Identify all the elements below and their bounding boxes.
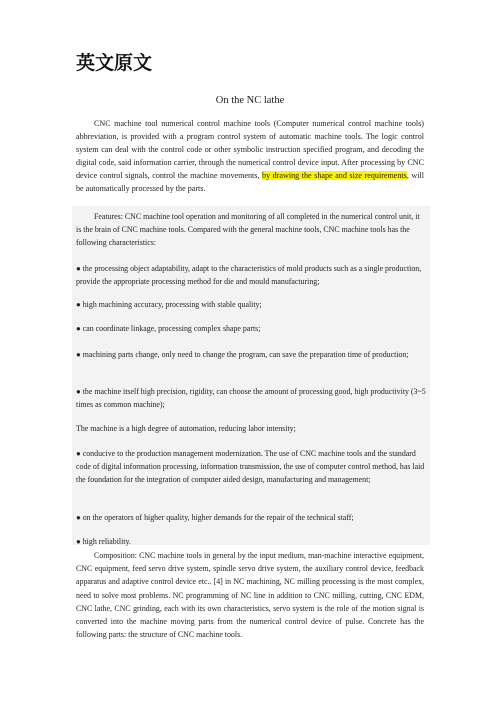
bullet-item: ● the processing object adaptability, adapt to the characteristics of mold products such as a single production, provide the appropriate processing method for die and mould manufacturing;: [76, 264, 422, 287]
page-heading: 英文原文: [76, 52, 153, 74]
bullet-item: ● on the operators of higher quality, higher demands for the repair of the technical staff;: [76, 513, 354, 522]
bullet-item: ● high reliability.: [76, 537, 131, 546]
features-paragraph: Features: CNC machine tool operation and monitoring of all completed in the numerical control unit, it is the brain of CNC machine tools. Compared with the general machine tools, CNC machine tools has the following characteristics:: [76, 212, 420, 248]
composition-paragraph: [76, 549, 424, 641]
bullet-item: ● machining parts change, only need to change the program, can save the preparation time of production;: [76, 350, 409, 359]
automation-line: The machine is a high degree of automation, reducing labor intensity;: [76, 424, 296, 433]
bullet-item: ● conducive to the production management modernization. The use of CNC machine tools and the standard code of digital information processing, information transmission, the use of computer control method, has laid the foundation for the integration of computer aided design, manufacturing and management;: [76, 449, 425, 485]
bullet-item: ● the machine itself high precision, rigidity, can choose the amount of processing good, high productivity (3~5 times as common machine);: [76, 387, 426, 410]
composition-text: Composition: CNC machine tools in general by the input medium, man-machine interactive equipment, CNC equipment, feed servo drive system, spindle servo drive system, the auxiliary control device, feedback apparatus and adaptive control device etc.. [4] in NC machining, NC milling processing is the most complex, need to solve most problems. NC programming of NC line in addition to CNC milling, cutting, CNC EDM, CNC lathe, CNC grinding, each with its own characteristics, servo system is the role of the motion signal is converted into the machine moving parts from the numerical control device of pulse. Concrete has the following parts: the structure of CNC machine tools.: [76, 551, 424, 640]
document-title: On the NC lathe: [215, 95, 285, 106]
intro-text-end: , will be automatically processed by the parts.: [76, 171, 424, 194]
intro-text: CNC machine tool numerical control machine tools (Computer numerical control machine tools) abbreviation, is provided with a program control system of automatic machine tools. The logic control system can deal with the control code or other symbolic instruction specified program, and decoding the digital code, said information carrier, through the numerical control device input. After processing by CNC device control signals, control the machine movements,: [76, 119, 424, 181]
shaded-block: [72, 206, 430, 545]
bullet-item: ● can coordinate linkage, processing complex shape parts;: [76, 324, 261, 333]
highlighted-text: by drawing the shape and size requirements: [262, 171, 407, 181]
bullet-item: ● high machining accuracy, processing with stable quality;: [76, 300, 262, 309]
intro-paragraph: [76, 117, 424, 196]
